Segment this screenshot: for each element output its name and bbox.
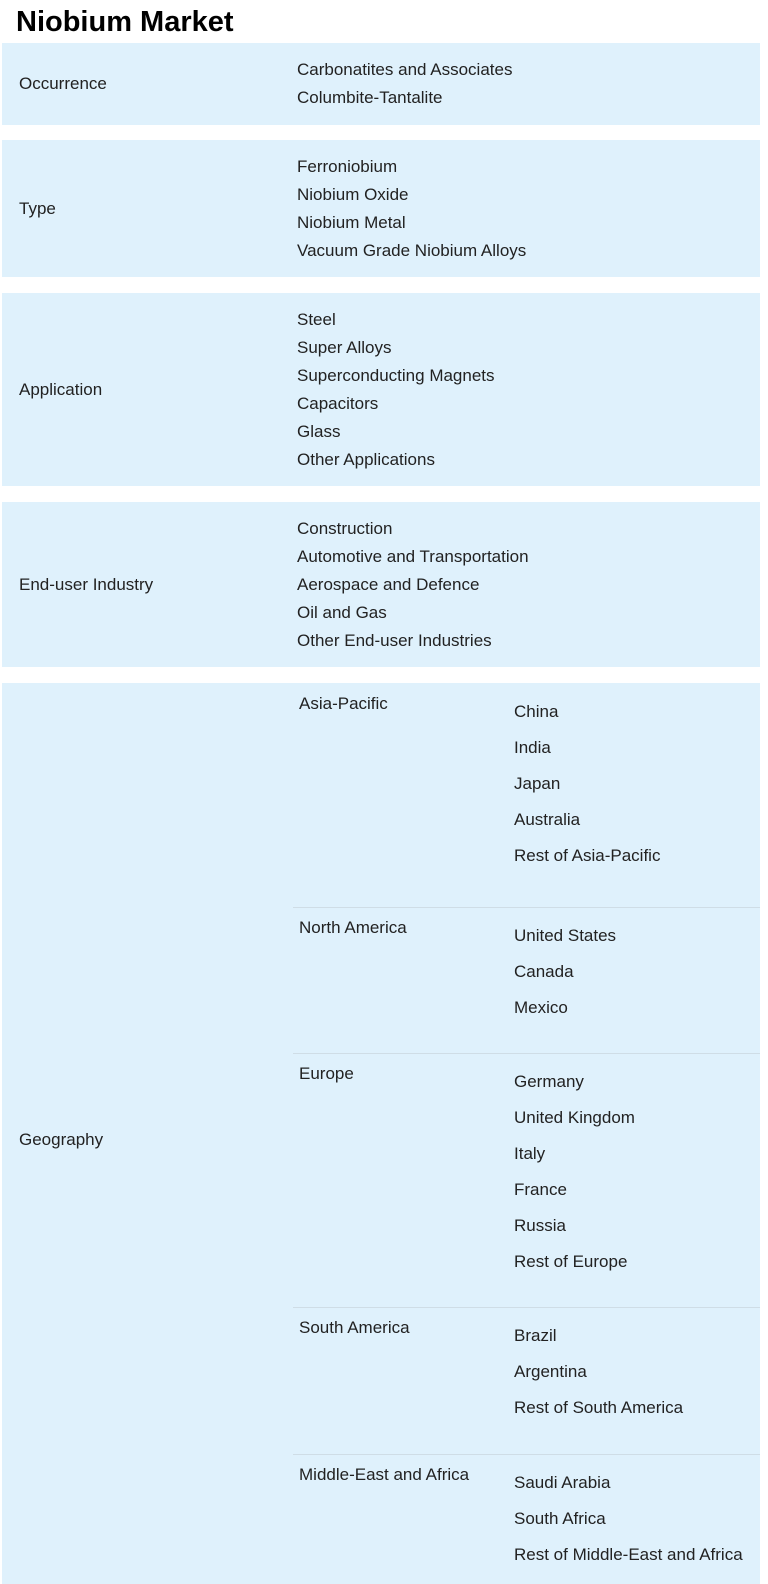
segment-item: Columbite-Tantalite bbox=[297, 88, 443, 107]
country-item: Saudi Arabia bbox=[514, 1473, 611, 1492]
region-countries bbox=[514, 1465, 743, 1573]
segment-row-geography bbox=[2, 683, 760, 1584]
country-item: South Africa bbox=[514, 1509, 606, 1528]
segment-items bbox=[297, 153, 526, 265]
divider bbox=[293, 907, 760, 908]
country-item: Italy bbox=[514, 1144, 546, 1163]
country-item: India bbox=[514, 738, 551, 757]
region-block-north-america bbox=[293, 907, 760, 1053]
segment-label: Occurrence bbox=[19, 74, 107, 93]
country-item: Japan bbox=[514, 774, 561, 793]
country-item: Australia bbox=[514, 810, 581, 829]
page-title: Niobium Market bbox=[16, 6, 234, 38]
country-item: United States bbox=[514, 926, 617, 945]
region-block-europe bbox=[293, 1053, 760, 1307]
country-item: Argentina bbox=[514, 1362, 587, 1381]
segment-item: Carbonatites and Associates bbox=[297, 60, 513, 79]
region-countries bbox=[514, 694, 660, 874]
country-item: Rest of South America bbox=[514, 1398, 684, 1417]
region-block-asia-pacific bbox=[293, 683, 760, 907]
segment-item: Superconducting Magnets bbox=[297, 365, 495, 385]
country-item: Rest of Asia-Pacific bbox=[514, 846, 661, 865]
segment-label: End-user Industry bbox=[19, 574, 154, 594]
region-block-south-america bbox=[293, 1307, 760, 1454]
segment-item: Ferroniobium bbox=[297, 156, 398, 176]
segment-row-end-user-industry bbox=[2, 502, 760, 667]
region-block-middle-east-and-africa bbox=[293, 1454, 760, 1584]
divider bbox=[293, 1053, 760, 1054]
country-item: Russia bbox=[514, 1216, 566, 1235]
region-name: South America bbox=[299, 1318, 410, 1337]
segment-item: Capacitors bbox=[297, 393, 379, 413]
region-name: Europe bbox=[299, 1064, 354, 1083]
segment-item: Other Applications bbox=[297, 449, 435, 469]
segment-item: Other End-user Industries bbox=[297, 630, 492, 650]
segment-item: Automotive and Transportation bbox=[297, 546, 529, 566]
segment-item: Super Alloys bbox=[297, 337, 392, 357]
country-item: Mexico bbox=[514, 998, 568, 1017]
region-countries bbox=[514, 1064, 635, 1280]
segment-label: Application bbox=[19, 379, 103, 399]
country-item: Rest of Middle-East and Africa bbox=[514, 1545, 743, 1564]
segment-row-type bbox=[2, 140, 760, 277]
segment-item: Steel bbox=[297, 309, 336, 329]
country-item: China bbox=[514, 702, 559, 721]
country-item: Canada bbox=[514, 962, 574, 981]
segment-label: Geography bbox=[19, 1130, 104, 1149]
segment-item: Glass bbox=[297, 421, 341, 441]
segment-items bbox=[297, 56, 512, 112]
segment-row-application bbox=[2, 293, 760, 486]
segment-item: Niobium Oxide bbox=[297, 184, 409, 204]
region-countries bbox=[514, 1318, 683, 1426]
region-countries bbox=[514, 918, 616, 1026]
segment-items bbox=[297, 515, 529, 655]
region-name: North America bbox=[299, 918, 407, 937]
segment-label: Type bbox=[19, 198, 56, 218]
country-item: Rest of Europe bbox=[514, 1252, 628, 1271]
country-item: Germany bbox=[514, 1072, 584, 1091]
region-name: Asia-Pacific bbox=[299, 694, 388, 713]
segment-item: Niobium Metal bbox=[297, 212, 406, 232]
segment-item: Aerospace and Defence bbox=[297, 574, 480, 594]
segment-items bbox=[297, 306, 495, 474]
country-item: Brazil bbox=[514, 1326, 557, 1345]
divider bbox=[293, 1454, 760, 1455]
segment-item: Construction bbox=[297, 518, 393, 538]
segment-item: Oil and Gas bbox=[297, 602, 387, 622]
country-item: United Kingdom bbox=[514, 1108, 635, 1127]
segment-item: Vacuum Grade Niobium Alloys bbox=[297, 240, 527, 260]
divider bbox=[293, 1307, 760, 1308]
country-item: France bbox=[514, 1180, 567, 1199]
region-name: Middle-East and Africa bbox=[299, 1465, 470, 1484]
segment-row-occurrence bbox=[2, 43, 760, 125]
